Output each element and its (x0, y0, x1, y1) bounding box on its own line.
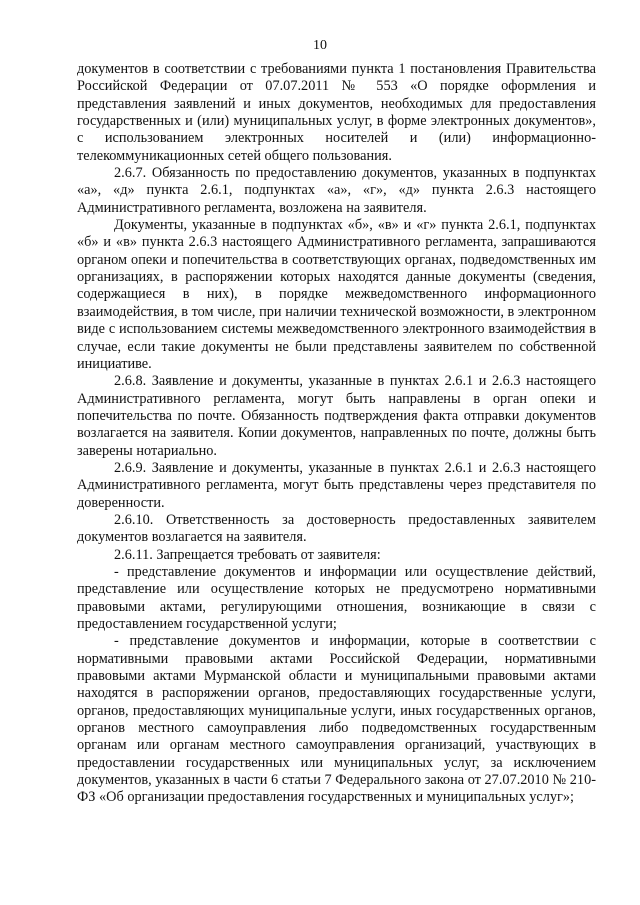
paragraph: 2.6.9. Заявление и документы, указанные в пунктах 2.6.1 и 2.6.3 настоящего Административного регламента, могут быть представлены через представителя по доверенности. (77, 459, 596, 511)
paragraph: 2.6.10. Ответственность за достоверность предоставленных заявителем документов возлагается на заявителя. (77, 511, 596, 546)
paragraph: - представление документов и информации, которые в соответствии с нормативными правовыми актами Российской Федерации, нормативными правовыми актами Мурманской области и муниципальными правовыми актами находятся в распоряжении органов, предоставляющих государственные услуги, органов, предоставляющих муниципальные услуги, иных государственных органов, органов местного самоуправления либо подведомственных государственным органам или органам местного самоуправления организаций, участвующих в предоставлении государственных или муниципальных услуг, за исключением документов, указанных в части 6 статьи 7 Федерального закона от 27.07.2010 № 210-ФЗ «Об организации предоставления государственных и муниципальных услуг»; (77, 633, 596, 806)
paragraph: - представление документов и информации или осуществление действий, представление или осуществление которых не предусмотрено нормативными правовыми актами, регулирующими отношения, возникающие в связи с предоставлением государственной услуги; (77, 563, 596, 632)
page-number: 10 (313, 38, 327, 53)
paragraph: 2.6.7. Обязанность по предоставлению документов, указанных в подпунктах «а», «д» пункта 2.6.1, подпунктах «а», «г», «д» пункта 2.6.3 настоящего Административного регламента, возложена на заявителя. (77, 165, 596, 216)
paragraph: 2.6.8. Заявление и документы, указанные в пунктах 2.6.1 и 2.6.3 настоящего Административного регламента, могут быть направлены в орган опеки и попечительства по почте. Обязанность подтверждения факта отправки документов возлагается на заявителя. Копии документов, направленных по почте, должны быть заверены нотариально. (77, 373, 596, 459)
paragraph: 2.6.11. Запрещается требовать от заявителя: (114, 546, 381, 563)
document-body (77, 61, 596, 807)
paragraph: документов в соответствии с требованиями пункта 1 постановления Правительства Российской Федерации от 07.07.2011 № 553 «О порядке оформления и представления заявлений и иных документов, необходимых для предоставления государственных и (или) муниципальных услуг, в форме электронных документов», с использованием электронных носителей и (или) информационно-телекоммуникационных сетей общего пользования. (77, 61, 596, 164)
paragraph: Документы, указанные в подпунктах «б», «в» и «г» пункта 2.6.1, подпунктах «б» и «в» пункта 2.6.3 настоящего Административного регламента, запрашиваются органом опеки и попечительства в соответствующих органах, подведомственных им организациях, в распоряжении которых находятся данные документы (сведения, содержащиеся в них), в порядке межведомственного информационного взаимодействия, в том числе, при наличии технической возможности, в электронном виде с использованием системы межведомственного электронного взаимодействия в случае, если такие документы не были представлены заявителем по собственной инициативе. (77, 217, 596, 372)
